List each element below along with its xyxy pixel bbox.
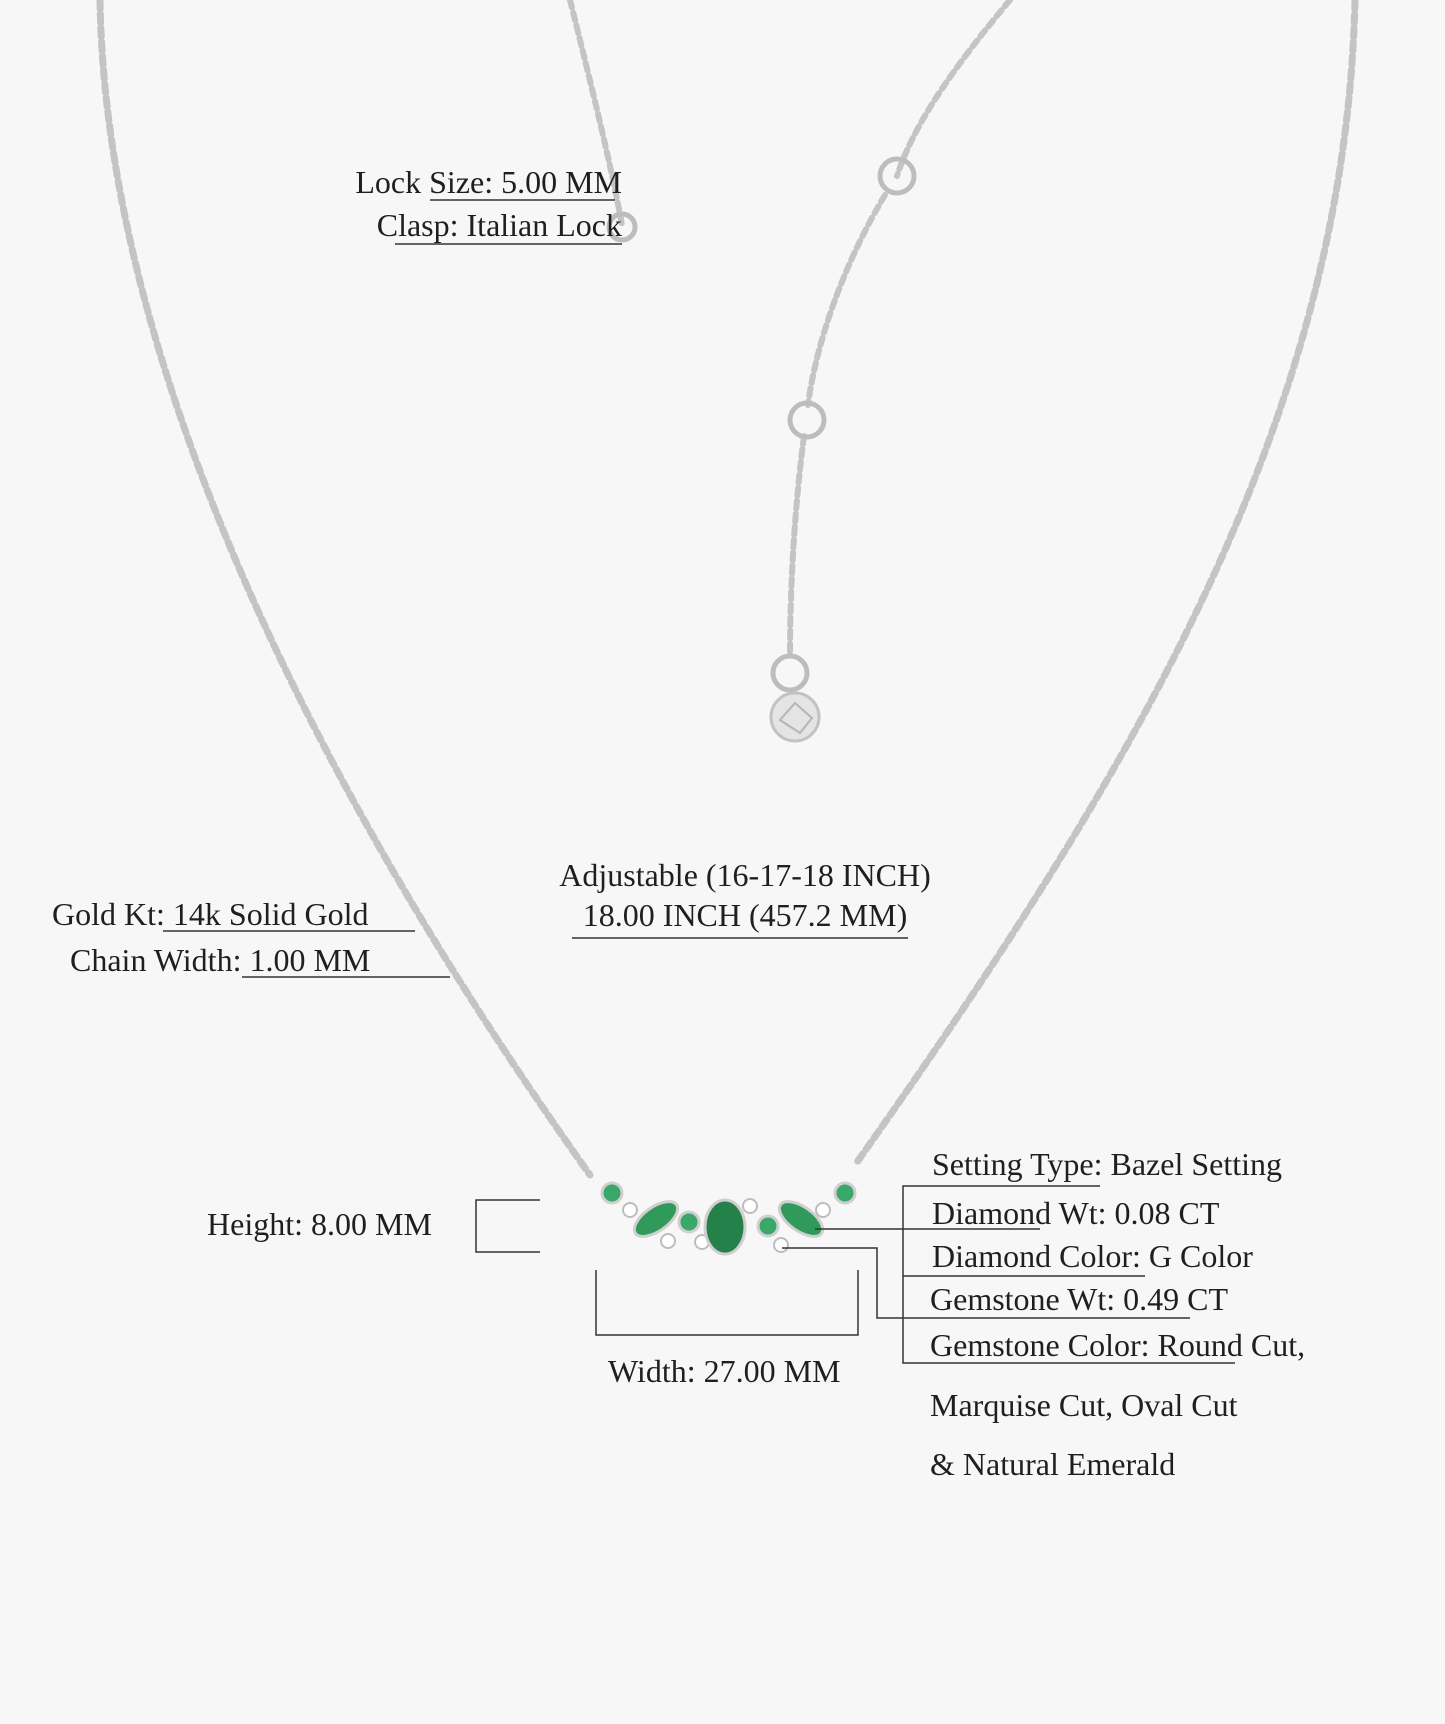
chain-width-label: Chain Width: 1.00 MM — [70, 942, 371, 978]
diamond-color-label: Diamond Color: G Color — [932, 1238, 1253, 1274]
length-value-label: 18.00 INCH (457.2 MM) — [582, 897, 908, 933]
height-bracket — [476, 1200, 540, 1252]
gemstone-color-line3: & Natural Emerald — [930, 1446, 1176, 1482]
gemstone-color-line2: Marquise Cut, Oval Cut — [930, 1387, 1238, 1423]
width-label: Width: 27.00 MM — [608, 1353, 841, 1389]
chain-extender-upper — [897, 0, 1010, 176]
extender-ring-2 — [790, 403, 824, 437]
chain-extender-lower — [790, 436, 804, 655]
diamond-wt-label: Diamond Wt: 0.08 CT — [932, 1195, 1220, 1231]
chain-right-strand — [855, 0, 1355, 1165]
clasp-label: Clasp: Italian Lock — [376, 207, 622, 243]
height-label: Height: 8.00 MM — [207, 1206, 432, 1242]
lock-size-label: Lock Size: 5.00 MM — [355, 164, 622, 200]
gold-kt-label: Gold Kt: 14k Solid Gold — [52, 896, 369, 932]
gemstone-wt-label: Gemstone Wt: 0.49 CT — [930, 1281, 1229, 1317]
extender-ring-3 — [773, 656, 807, 690]
length-adjustable-label: Adjustable (16-17-18 INCH) — [559, 857, 931, 893]
gemstone-color-label: Gemstone Color: Round Cut, — [930, 1327, 1306, 1363]
pendant-cluster — [602, 1183, 855, 1254]
chain-extender-middle — [808, 195, 885, 405]
setting-type-label: Setting Type: Bazel Setting — [932, 1146, 1283, 1182]
width-bracket — [596, 1270, 858, 1335]
